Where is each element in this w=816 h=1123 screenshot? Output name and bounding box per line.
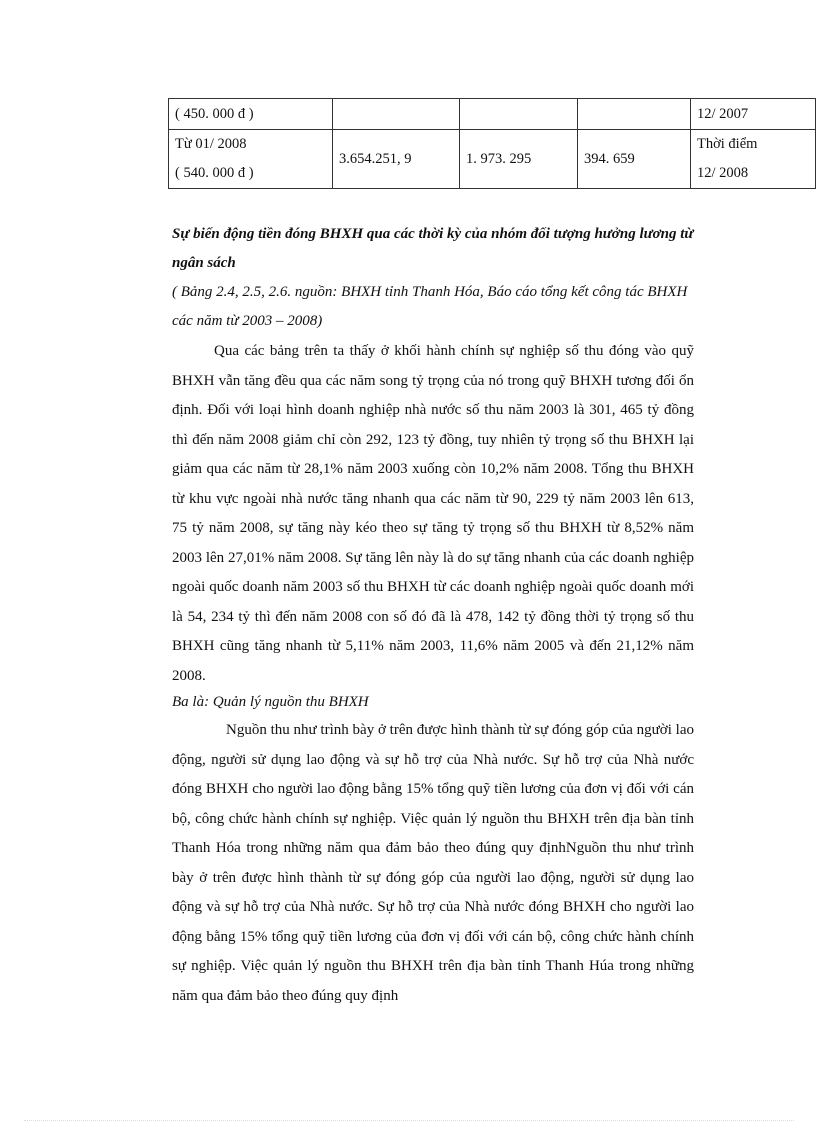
contribution-table [168,98,816,189]
period-cell [169,99,333,130]
cell-text: 12/ 2007 [697,105,749,122]
subsection-heading: Ba là: Quản lý nguồn thu BHXH [172,694,369,710]
value-cell: 3.654.251, 9 [333,130,460,189]
body-paragraph: Qua các bảng trên ta thấy ở khối hành chính sự nghiệp số thu đóng vào quỹ BHXH vẫn tăng đều qua các năm song tỷ trọng của nó trong quỹ BHXH tương đối ổn định. Đối với loại hình doanh nghiệp nhà nước số thu năm 2003 là 301, 465 tỷ đồng thì đến năm 2008 giảm chỉ còn 292, 123 tỷ đồng, tuy nhiên tỷ trọng số thu BHXH lại giảm qua các năm từ 28,1% năm 2003 xuống còn 10,2% năm 2008. Tổng thu BHXH từ khu vực ngoài nhà nước tăng nhanh qua các năm từ 90, 229 tỷ năm 2003 lên 613, 75 tỷ năm 2008, sự tăng này kéo theo sự tăng tỷ trọng số thu BHXH từ 8,52% năm 2003 lên 27,01% năm 2008. Sự tăng lên này là do sự tăng nhanh của các doanh nghiệp ngoài quốc doanh năm 2003 số thu BHXH từ các doanh nghiệp ngoài quốc doanh mới là 54, 234 tỷ thì đến năm 2008 con số đó đã là 478, 142 tỷ đồng thời tỷ trọng số thu BHXH cũng tăng nhanh từ 5,11% năm 2003, 11,6% năm 2005 và đến 21,12% năm 2008. [172,343,694,684]
cell-text: ( 540. 000 đ ) [175,165,254,181]
table-row [169,99,816,130]
body-paragraph: Nguồn thu như trình bày ở trên được hình thành từ sự đóng góp của người lao động, người sử dụng lao động và sự hỗ trợ của Nhà nước. Sự hỗ trợ của Nhà nước đóng BHXH cho người lao động bằng 15% tổng quỹ tiền lương của đơn vị đối với cán bộ, công chức hành chính sự nghiệp. Việc quản lý nguồn thu BHXH trên địa bàn tỉnh Thanh Hóa trong những năm qua đảm bảo theo đúng quy địnhNguồn thu như trình bày ở trên được hình thành từ sự đóng góp của người lao động, người sử dụng lao động và sự hỗ trợ của Nhà nước. Sự hỗ trợ của Nhà nước đóng BHXH cho người lao động bằng 15% tổng quỹ tiền lương của đơn vị đối với cán bộ, công chức hành chính sự nghiệp. Việc quản lý nguồn thu BHXH trên địa bàn tỉnh Thanh Húa trong những năm qua đảm bảo theo đúng quy định [172,722,694,1004]
value-cell [460,99,578,130]
time-cell [691,99,816,130]
value-cell: 394. 659 [578,130,691,189]
table-row [169,130,816,189]
value-cell [333,99,460,130]
cell-text: Thời điểm [697,136,758,152]
period-cell [169,130,333,189]
value-cell [578,99,691,130]
time-cell [691,130,816,189]
cell-text: ( 450. 000 đ ) [175,105,254,122]
value-cell: 1. 973. 295 [460,130,578,189]
cell-text: Từ 01/ 2008 [175,136,247,152]
cell-text: 12/ 2008 [697,165,749,181]
section-heading: Sự biến động tiền đóng BHXH qua các thời kỳ của nhóm đối tượng hưởng lương từ ngân sách [172,226,694,271]
page-divider [24,1120,794,1121]
source-note: ( Bảng 2.4, 2.5, 2.6. nguồn: BHXH tỉnh Thanh Hóa, Báo cáo tổng kết công tác BHXH các năm từ 2003 – 2008) [172,284,688,329]
